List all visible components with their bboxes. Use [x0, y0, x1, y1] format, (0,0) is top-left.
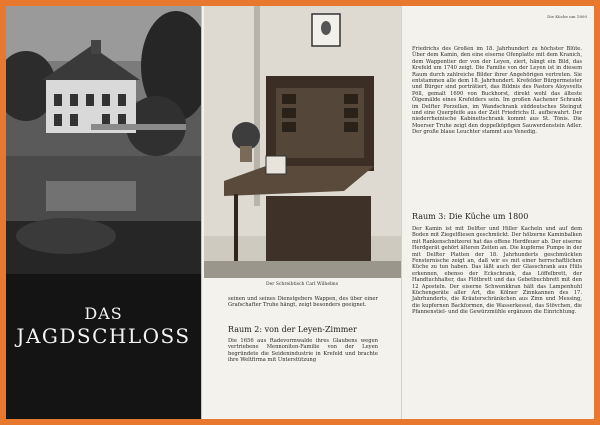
right-paragraph-1: Friedrichs des Großen im 18. Jahrhundert zu höchster Blüte. Über dem Kamin, den eine eiserne Ofenplatte mit dem Kranich, dem Wappentier der von der Leyen, ziert, hängt ein Bild, das Krefeld um 1740 zeigt. Die Familie von der Leyen ist in diesem Raum durch zahlreiche Bilder ihrer Angehörigen vertreten. Sie entstammen alle dem 18. Jahrhundert. Krefelder Bürgermeister und Bürger sind porträtiert, das Bildnis des Pastors Aloysvelts Pöll, gemalt 1690 von Buckhorst, direkt wohl das älteste Ölgemälde eines Krefelders sein. Im großen Aachener Schrank im Delfter Porzellan, im Wandschrank süddeutsches Steingut und eine Querpfeife aus der Zeit Friedrichs II. aufbewahrt. Der niederrheinische Kabinettschrank kommt aus St. Tönis. Die Moerser Truhe zeigt den doppelköpfigen Sauwerdenstein Adler. Der große blaue Leuchter stammt aus Venedig.	[412, 46, 582, 136]
brochure-spread	[6, 6, 594, 419]
middle-paragraph-2: Die 1656 aus Radevormwalde ihres Glaubens wegen vertriebene Mennoniten-Familie von der Leyen begründete die Seidenindustrie in Krefeld und brachte ihre Weltfirma mit Unterstützung	[228, 338, 378, 364]
section-heading-room-3: Raum 3: Die Küche um 1800	[412, 212, 529, 221]
right-panel	[401, 6, 594, 419]
photo-caption: Der Schreibtisch Carl Wilhelms	[265, 282, 339, 287]
cover-panel	[6, 6, 201, 419]
brochure-title-line2: JAGDSCHLOSS	[16, 324, 191, 348]
section-heading-room-2: Raum 2: von der Leyen-Zimmer	[228, 325, 357, 334]
running-head: Die Küche um 1800	[547, 14, 587, 19]
right-paragraph-2: Der Kamin ist mit Delfter und Hiller Kacheln und auf dem Boden mit Ziegelfliesen geschmückt. Der hölzerne Kaminbalken mit Rankenschnitzerei hat das offene Herdfeuer ab. Der eiserne Herdgerät gehört älteren Zeiten an. Die kupferne Pumpe in der mit Delfter Platten der 18. Jahrhunderts geschmückten Fensternische zeigt an, daß wir es mit einer herrschaftlichen Küche zu tun haben. Das läßt auch der Glasschrank aus Hüls erkennen, ebenso der Eckschrank, das Löffelbrett, der Handtuchhalter, das Flötbrett und das Gebetbuchbrett mit den 12 Aposteln. Der eiserne Schwenkkran hält das Lampenhuhl Küchengeräte aller Art, die Kölner Zinnkannen des 17. Jahrhunderts, die Kräuterschränkchen aus Zinn und Messing, die kupfernen Backformen, die Wasserkessel, das Stövchen, die Pfannenstiel- und die Gewürzmühle ergänzen die Einrichtung.	[412, 226, 582, 316]
desk-photo	[204, 6, 401, 278]
middle-paragraph-1: seinen und seines Dienstgebers Wappen, des über einer Grafschafter Truhe hängt, zeigt besonders geeignet.	[228, 296, 378, 309]
brochure-title-line1: DAS	[84, 304, 123, 323]
middle-panel	[201, 6, 402, 419]
castle-photo	[6, 6, 201, 274]
